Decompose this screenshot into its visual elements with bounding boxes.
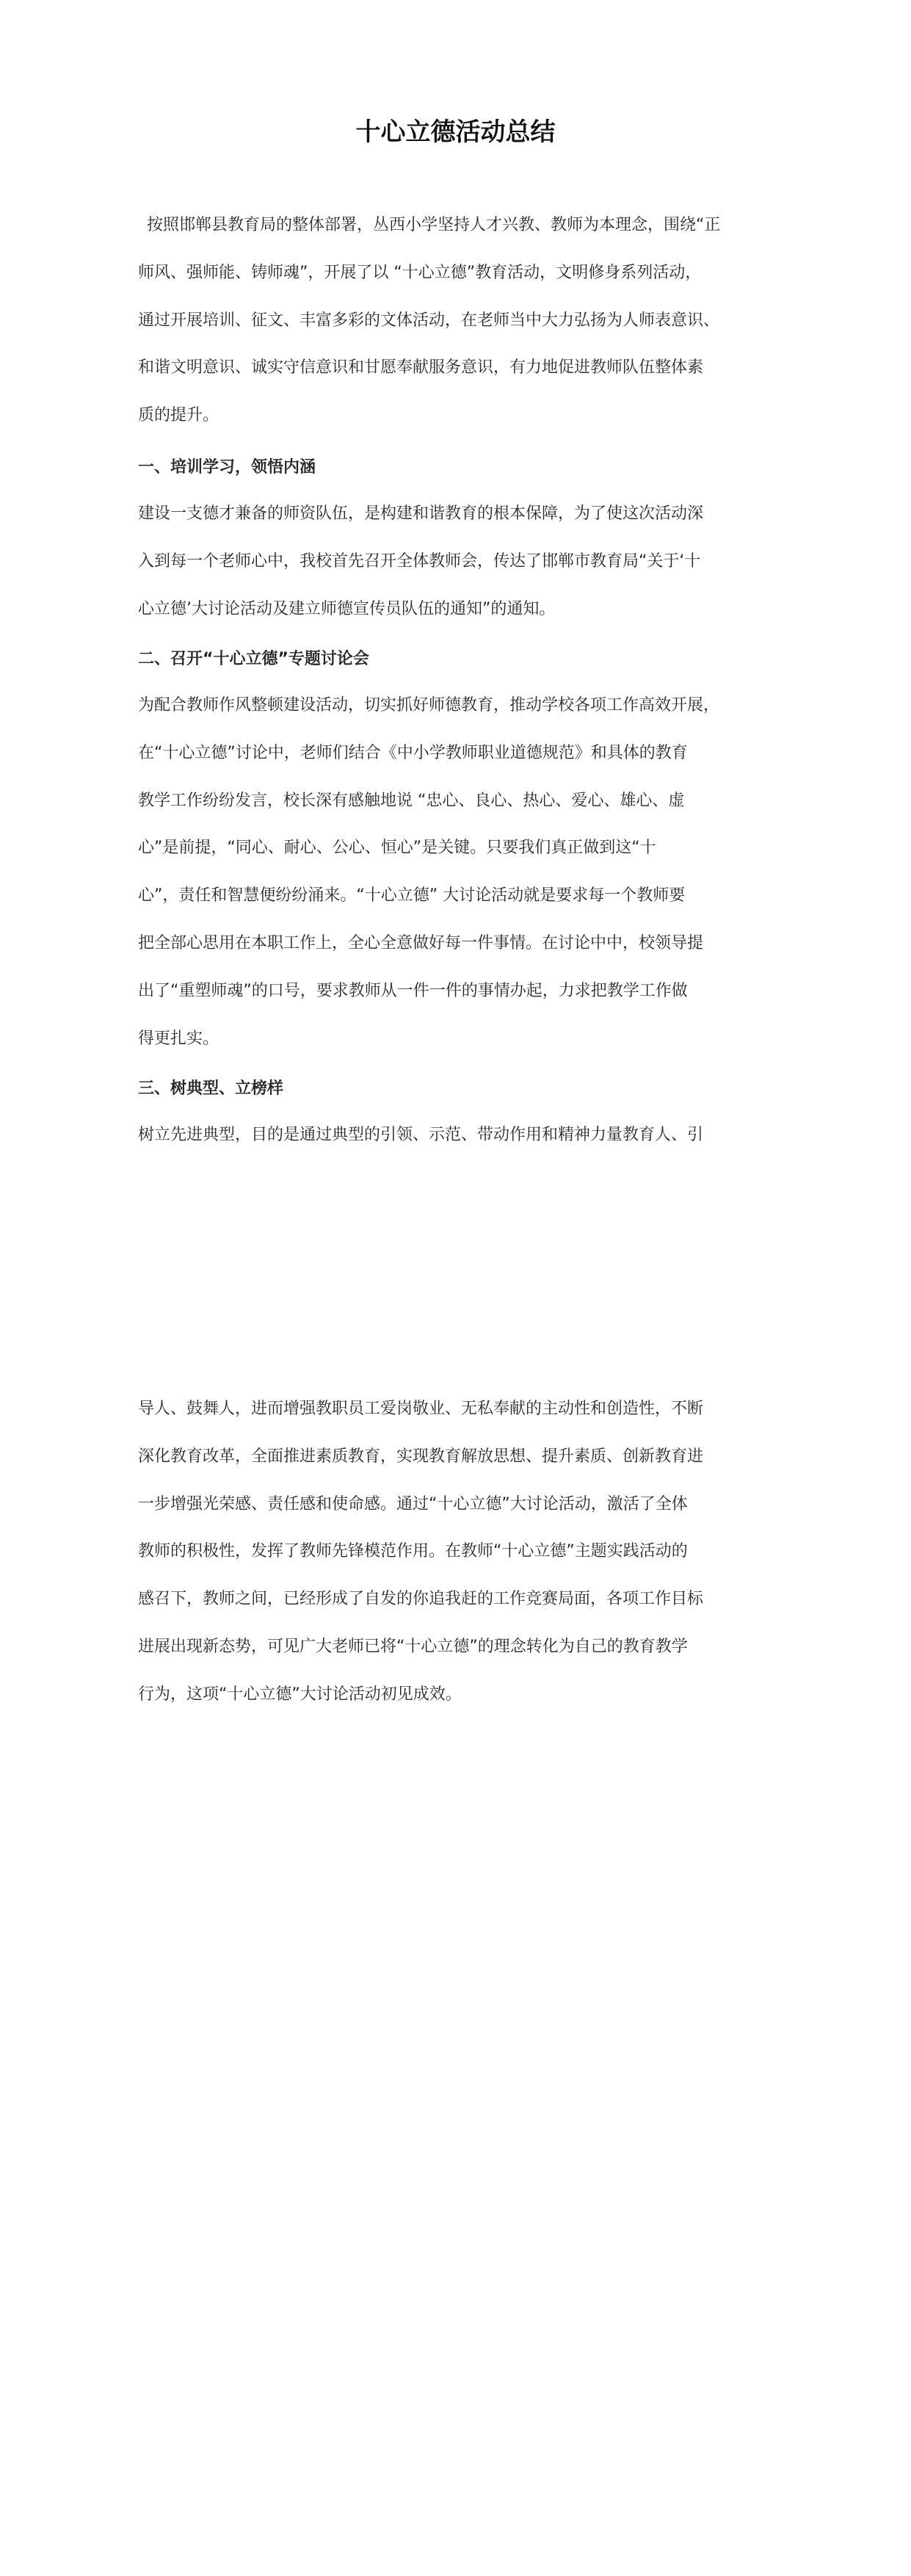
text-line: 通过开展培训、征文、丰富多彩的文体活动，在老师当中大力弘扬为人师表意识、: [138, 311, 720, 330]
text-line: 在“十心立德”讨论中，老师们结合《中小学教师职业道德规范》和具体的教育: [138, 743, 688, 762]
section-heading-2: 二、召开“十心立德”专题讨论会: [138, 650, 369, 668]
text-line: 教师的积极性，发挥了教师先锋模范作用。在教师“十心立德”主题实践活动的: [138, 1542, 688, 1561]
text-line: 行为，这项“十心立德”大讨论活动初见成效。: [138, 1685, 462, 1704]
text-line: 心立德’大讨论活动及建立师德宣传员队伍的通知”的通知。: [138, 599, 556, 618]
intro-paragraph: [138, 202, 777, 440]
section-heading-1: 一、培训学习，领悟内涵: [138, 458, 316, 477]
section-paragraph-3-part-2: [138, 1386, 777, 1719]
text-line: 导人、鼓舞人，进而增强教职员工爱岗敬业、无私奉献的主动性和创造性，不断: [138, 1400, 704, 1418]
section-paragraph-3-part-1: [138, 1112, 777, 1159]
text-line: 感召下，教师之间，已经形成了自发的你追我赶的工作竞赛局面，各项工作目标: [138, 1590, 704, 1609]
text-line: 质的提升。: [138, 406, 219, 425]
section-heading-3: 三、树典型、立榜样: [138, 1079, 284, 1098]
text-line: 建设一支德才兼备的师资队伍，是构建和谐教育的根本保障，为了使这次活动深: [138, 504, 704, 523]
text-line: 心”，责任和智慧便纷纷涌来。“十心立德” 大讨论活动就是要求每一个教师要: [138, 886, 686, 905]
text-line: 把全部心思用在本职工作上，全心全意做好每一件事情。在讨论中中，校领导提: [138, 933, 704, 952]
text-line: 按照邯郸县教育局的整体部署，丛西小学坚持人才兴教、教师为本理念，围绕“正: [147, 216, 721, 234]
text-line: 为配合教师作风整顿建设活动，切实抓好师德教育，推动学校各项工作高效开展，: [138, 696, 720, 714]
text-line: 出了“重塑师魂”的口号，要求教师从一件一件的事情办起，力求把教学工作做: [138, 981, 688, 1000]
section-paragraph-1: [138, 491, 777, 633]
text-line: 和谐文明意识、诚实守信意识和甘愿奉献服务意识，有力地促进教师队伍整体素: [138, 358, 704, 377]
text-line: 深化教育改革，全面推进素质教育，实现教育解放思想、提升素质、创新教育进: [138, 1447, 704, 1466]
document-title: 十心立德活动总结: [355, 117, 556, 147]
text-line: 进展出现新态势，可见广大老师已将“十心立德”的理念转化为自己的教育教学: [138, 1637, 688, 1656]
text-line: 入到每一个老师心中，我校首先召开全体教师会，传达了邯郸市教育局“关于‘十: [138, 551, 701, 571]
text-line: 心”是前提，“同心、耐心、公心、恒心”是关键。只要我们真正做到这“十: [138, 839, 656, 858]
text-line: 得更扎实。: [138, 1029, 219, 1048]
section-paragraph-2: [138, 682, 777, 1063]
text-line: 师风、强师能、铸师魂”，开展了以 “十心立德”教育活动，文明修身系列活动，: [138, 263, 702, 282]
text-line: 树立先进典型，目的是通过典型的引领、示范、带动作用和精神力量教育人、引: [138, 1126, 704, 1144]
text-line: 一步增强光荣感、责任感和使命感。通过“十心立德”大讨论活动，激活了全体: [138, 1494, 688, 1513]
text-line: 教学工作纷纷发言，校长深有感触地说 “忠心、良心、热心、爱心、雄心、虚: [138, 791, 685, 810]
